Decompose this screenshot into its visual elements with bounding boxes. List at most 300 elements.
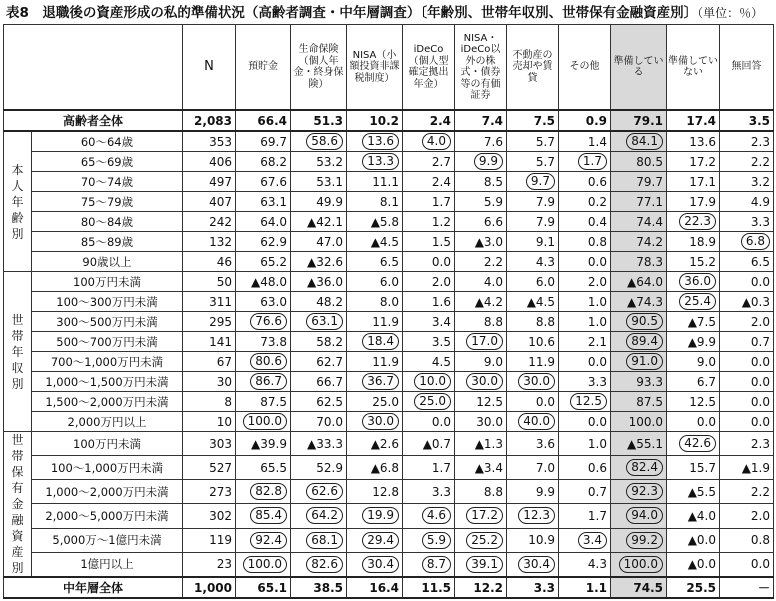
circled-value: 17.2 xyxy=(466,507,503,524)
header-other: その他 xyxy=(559,25,611,111)
circled-value: 100.0 xyxy=(243,556,287,573)
value-cell xyxy=(455,372,507,392)
circled-value: 76.6 xyxy=(250,313,287,330)
value-cell: ▲4.0 xyxy=(667,504,720,528)
value-cell: 52.9 xyxy=(291,456,347,480)
value-cell: 0.0 xyxy=(720,392,774,412)
table-title xyxy=(6,3,772,23)
value-cell: 5.7 xyxy=(507,152,559,172)
value-cell: 47.0 xyxy=(291,232,347,252)
value-cell: 0.4 xyxy=(559,212,611,232)
value-cell: 1.7 xyxy=(403,192,455,212)
value-cell: 66.7 xyxy=(291,372,347,392)
circled-value: 92.4 xyxy=(250,532,287,549)
circled-value: 10.0 xyxy=(414,373,451,390)
value-cell: 0.6 xyxy=(559,456,611,480)
value-cell: 65.1 xyxy=(236,577,291,598)
value-cell: 48.2 xyxy=(291,292,347,312)
value-cell: 302 xyxy=(183,504,236,528)
value-cell xyxy=(720,232,774,252)
value-cell: 70.0 xyxy=(291,412,347,432)
value-cell: 1.0 xyxy=(559,292,611,312)
value-cell: 2,083 xyxy=(183,110,236,131)
circled-value: 36.7 xyxy=(362,373,399,390)
value-cell: 4.3 xyxy=(559,552,611,577)
value-cell: 2.2 xyxy=(720,480,774,504)
value-cell: 1.1 xyxy=(559,577,611,598)
row-label: 2,000万円以上 xyxy=(32,412,183,432)
table-row xyxy=(4,272,774,292)
value-cell xyxy=(455,504,507,528)
value-cell xyxy=(403,552,455,577)
value-cell: 3.5 xyxy=(720,110,774,131)
value-cell xyxy=(291,480,347,504)
value-cell: 311 xyxy=(183,292,236,312)
circled-value: 17.0 xyxy=(466,333,503,350)
value-cell: 0.0 xyxy=(559,412,611,432)
row-label: 60～64歳 xyxy=(32,131,183,152)
table-row xyxy=(4,212,774,232)
value-cell xyxy=(347,332,403,352)
table-row xyxy=(4,192,774,212)
circled-value: 29.4 xyxy=(362,532,399,549)
value-cell: 242 xyxy=(183,212,236,232)
value-cell: 12.8 xyxy=(347,480,403,504)
value-cell: 51.3 xyxy=(291,110,347,131)
value-cell: 38.5 xyxy=(291,577,347,598)
value-cell: 62.9 xyxy=(236,232,291,252)
value-cell: 2.0 xyxy=(559,272,611,292)
circled-value: 13.6 xyxy=(362,133,399,150)
circled-value: 8.7 xyxy=(422,556,451,573)
circled-value: 82.6 xyxy=(306,556,343,573)
value-cell xyxy=(236,412,291,432)
header-real-estate: 不動産の売却や賃貸 xyxy=(507,25,559,111)
table-row xyxy=(4,372,774,392)
value-cell: 0.0 xyxy=(667,412,720,432)
value-cell: 406 xyxy=(183,152,236,172)
value-cell: 3.3 xyxy=(720,212,774,232)
circled-value: 82.4 xyxy=(626,459,663,476)
value-cell: ▲2.6 xyxy=(347,432,403,456)
circled-value: 91.0 xyxy=(626,353,663,370)
value-cell: 11.9 xyxy=(347,312,403,332)
value-cell: 9.0 xyxy=(455,352,507,372)
value-cell: 2.3 xyxy=(720,432,774,456)
value-cell: 11.5 xyxy=(403,577,455,598)
value-cell xyxy=(611,131,667,152)
value-cell: 6.6 xyxy=(455,212,507,232)
value-cell: 53.1 xyxy=(291,172,347,192)
unit-text: （単位：％） xyxy=(697,6,764,20)
value-cell: 74.5 xyxy=(611,577,667,598)
value-cell xyxy=(236,480,291,504)
row-label: 1億円以上 xyxy=(32,552,183,577)
value-cell: 10.2 xyxy=(347,110,403,131)
value-cell xyxy=(559,392,611,412)
value-cell: 9.1 xyxy=(507,232,559,252)
value-cell xyxy=(559,152,611,172)
value-cell: 0.6 xyxy=(559,172,611,192)
table-row xyxy=(4,332,774,352)
value-cell: 4.5 xyxy=(403,352,455,372)
value-cell xyxy=(236,312,291,332)
value-cell: 8.0 xyxy=(347,292,403,312)
circled-value: 85.4 xyxy=(250,507,287,524)
table-row xyxy=(4,456,774,480)
value-cell: ▲55.1 xyxy=(611,432,667,456)
circled-value: 90.5 xyxy=(626,313,663,330)
row-label: 65～69歳 xyxy=(32,152,183,172)
value-cell xyxy=(347,412,403,432)
circled-value: 1.7 xyxy=(578,153,607,170)
value-cell: 3.3 xyxy=(403,480,455,504)
value-cell: ▲36.0 xyxy=(291,272,347,292)
circled-value: 86.7 xyxy=(250,373,287,390)
value-cell: 3.3 xyxy=(559,372,611,392)
value-cell xyxy=(455,528,507,552)
circled-value: 39.1 xyxy=(466,556,503,573)
circled-value: 4.6 xyxy=(422,507,451,524)
row-label: 700～1,000万円未満 xyxy=(32,352,183,372)
value-cell: 0.2 xyxy=(559,192,611,212)
header-no-answer: 無回答 xyxy=(720,25,774,111)
value-cell xyxy=(403,392,455,412)
value-cell: 64.0 xyxy=(236,212,291,232)
value-cell: 46 xyxy=(183,252,236,272)
value-cell: 8.8 xyxy=(455,480,507,504)
circled-value: 80.6 xyxy=(250,353,287,370)
circled-value: 30.4 xyxy=(518,556,555,573)
table-row xyxy=(4,312,774,332)
value-cell: 18.9 xyxy=(667,232,720,252)
value-cell: 12.2 xyxy=(455,577,507,598)
circled-value: 22.3 xyxy=(679,213,716,230)
value-cell: 7.9 xyxy=(507,192,559,212)
value-cell: 30 xyxy=(183,372,236,392)
value-cell: ▲4.2 xyxy=(455,292,507,312)
circled-value: 25.2 xyxy=(466,532,503,549)
value-cell: 5.7 xyxy=(507,131,559,152)
value-cell: 407 xyxy=(183,192,236,212)
value-cell: 1.0 xyxy=(559,312,611,332)
circled-value: 63.1 xyxy=(306,313,343,330)
circled-value: 40.0 xyxy=(518,413,555,430)
value-cell: 0.0 xyxy=(720,552,774,577)
value-cell: 2.2 xyxy=(720,152,774,172)
value-cell xyxy=(347,504,403,528)
value-cell: 12.5 xyxy=(667,392,720,412)
value-cell: 119 xyxy=(183,528,236,552)
value-cell: 0.7 xyxy=(559,480,611,504)
group-label-age: 本 人 年 齢 別 xyxy=(4,131,32,272)
value-cell: 0.0 xyxy=(403,412,455,432)
value-cell xyxy=(611,352,667,372)
value-cell: 53.2 xyxy=(291,152,347,172)
value-cell: ▲3.0 xyxy=(455,232,507,252)
value-cell: 0.8 xyxy=(559,232,611,252)
circled-value: 30.0 xyxy=(518,373,555,390)
circled-value: 30.4 xyxy=(362,556,399,573)
value-cell: ▲4.5 xyxy=(347,232,403,252)
value-cell: 8.8 xyxy=(507,312,559,332)
value-cell: 25.0 xyxy=(347,392,403,412)
value-cell: 7.6 xyxy=(455,131,507,152)
value-cell: 1.4 xyxy=(559,131,611,152)
row-label: 100万円未満 xyxy=(32,272,183,292)
table-row xyxy=(4,504,774,528)
value-cell: 69.7 xyxy=(236,131,291,152)
value-cell: 2.3 xyxy=(720,131,774,152)
table-row xyxy=(4,392,774,412)
value-cell: 12.5 xyxy=(455,392,507,412)
value-cell: ▲33.3 xyxy=(291,432,347,456)
value-cell: 17.1 xyxy=(667,172,720,192)
value-cell: 93.3 xyxy=(611,372,667,392)
value-cell: 1.5 xyxy=(403,232,455,252)
value-cell xyxy=(347,528,403,552)
value-cell xyxy=(291,131,347,152)
value-cell: 3.5 xyxy=(403,332,455,352)
table-row xyxy=(4,528,774,552)
value-cell: ▲1.3 xyxy=(455,432,507,456)
value-cell xyxy=(403,131,455,152)
value-cell xyxy=(347,372,403,392)
value-cell: 25.5 xyxy=(667,577,720,598)
table-row xyxy=(4,110,774,131)
value-cell: 2.2 xyxy=(455,252,507,272)
table-row xyxy=(4,152,774,172)
value-cell xyxy=(236,352,291,372)
value-cell xyxy=(455,552,507,577)
value-cell: 527 xyxy=(183,456,236,480)
value-cell: 1.7 xyxy=(403,456,455,480)
table-row xyxy=(4,252,774,272)
value-cell: 11.9 xyxy=(347,352,403,372)
value-cell xyxy=(667,272,720,292)
row-label: 1,000～2,000万円未満 xyxy=(32,480,183,504)
value-cell: 68.2 xyxy=(236,152,291,172)
circled-value: 18.4 xyxy=(362,333,399,350)
value-cell xyxy=(611,504,667,528)
row-label: 70～74歳 xyxy=(32,172,183,192)
value-cell: 0.0 xyxy=(507,392,559,412)
value-cell: 2.0 xyxy=(720,312,774,332)
value-cell: 2.7 xyxy=(403,152,455,172)
value-cell xyxy=(667,432,720,456)
circled-value: 100.0 xyxy=(619,556,663,573)
circled-value: 94.0 xyxy=(626,507,663,524)
value-cell xyxy=(507,372,559,392)
value-cell xyxy=(667,212,720,232)
value-cell: 3.3 xyxy=(507,577,559,598)
header-ideco: iDeCo（個人型確定拠出年金） xyxy=(403,25,455,111)
value-cell: ▲7.5 xyxy=(667,312,720,332)
table-row xyxy=(4,131,774,152)
value-cell: 23 xyxy=(183,552,236,577)
value-cell xyxy=(236,372,291,392)
value-cell: 1.6 xyxy=(403,292,455,312)
value-cell: 78.3 xyxy=(611,252,667,272)
value-cell: 17.4 xyxy=(667,110,720,131)
value-cell xyxy=(611,312,667,332)
value-cell: 0.0 xyxy=(720,352,774,372)
value-cell: 62.5 xyxy=(291,392,347,412)
value-cell: 87.5 xyxy=(236,392,291,412)
value-cell: 1.0 xyxy=(559,432,611,456)
value-cell: 8.5 xyxy=(455,172,507,192)
value-cell: 1.2 xyxy=(403,212,455,232)
circled-value: 12.5 xyxy=(570,393,607,410)
value-cell xyxy=(403,372,455,392)
value-cell: 5.9 xyxy=(455,192,507,212)
value-cell xyxy=(455,332,507,352)
value-cell: 10 xyxy=(183,412,236,432)
value-cell xyxy=(291,552,347,577)
value-cell: ▲74.3 xyxy=(611,292,667,312)
header-row xyxy=(4,25,774,111)
value-cell: ▲5.8 xyxy=(347,212,403,232)
table-row xyxy=(4,172,774,192)
value-cell: 79.7 xyxy=(611,172,667,192)
value-cell: 80.5 xyxy=(611,152,667,172)
value-cell: ▲42.1 xyxy=(291,212,347,232)
value-cell: ▲1.9 xyxy=(720,456,774,480)
value-cell: 2.0 xyxy=(403,272,455,292)
circled-value: 9.7 xyxy=(526,173,555,190)
value-cell: 273 xyxy=(183,480,236,504)
value-cell: 2.1 xyxy=(559,332,611,352)
value-cell: 3.6 xyxy=(507,432,559,456)
circled-value: 6.8 xyxy=(741,233,770,250)
value-cell: ▲32.6 xyxy=(291,252,347,272)
header-securities: NISA・iDeCo以外の株式・債券等の有価証券 xyxy=(455,25,507,111)
table-row xyxy=(4,232,774,252)
value-cell: ▲0.0 xyxy=(667,528,720,552)
value-cell xyxy=(507,504,559,528)
table-row xyxy=(4,480,774,504)
value-cell: 2.0 xyxy=(720,504,774,528)
header-prepared: 準備している xyxy=(611,25,667,111)
value-cell xyxy=(611,480,667,504)
value-cell: 10.9 xyxy=(507,528,559,552)
circled-value: 62.6 xyxy=(306,483,343,500)
value-cell: 73.8 xyxy=(236,332,291,352)
header-nisa: NISA（小額投資非課税制度） xyxy=(347,25,403,111)
value-cell: 15.2 xyxy=(667,252,720,272)
row-label: 1,000～1,500万円未満 xyxy=(32,372,183,392)
value-cell: ▲3.4 xyxy=(455,456,507,480)
value-cell: 8 xyxy=(183,392,236,412)
value-cell xyxy=(236,528,291,552)
circled-value: 3.4 xyxy=(578,532,607,549)
circled-value: 5.9 xyxy=(422,532,451,549)
title-text: 表8 退職後の資産形成の私的準備状況（高齢者調査・中年層調査）〔年齢別、世帯年収別、世帯保有金融資産別〕 xyxy=(6,5,698,21)
value-cell: 63.1 xyxy=(236,192,291,212)
value-cell: 87.5 xyxy=(611,392,667,412)
circled-value: 64.2 xyxy=(306,507,343,524)
value-cell: 0.0 xyxy=(559,252,611,272)
value-cell: 0.0 xyxy=(559,352,611,372)
value-cell: 353 xyxy=(183,131,236,152)
row-label: 500～700万円未満 xyxy=(32,332,183,352)
value-cell xyxy=(507,552,559,577)
value-cell: 7.5 xyxy=(507,110,559,131)
row-label: 100～1,000万円未満 xyxy=(32,456,183,480)
circled-value: 100.0 xyxy=(243,413,287,430)
value-cell: 16.4 xyxy=(347,577,403,598)
value-cell: 58.2 xyxy=(291,332,347,352)
asset-preparation-table xyxy=(3,24,774,599)
value-cell: 65.2 xyxy=(236,252,291,272)
circled-value: 25.0 xyxy=(414,393,451,410)
circled-value: 82.8 xyxy=(250,483,287,500)
table-row xyxy=(4,577,774,598)
value-cell: 6.0 xyxy=(507,272,559,292)
value-cell: 6.7 xyxy=(667,372,720,392)
circled-value: 30.0 xyxy=(466,373,503,390)
row-label: 85～89歳 xyxy=(32,232,183,252)
value-cell: 303 xyxy=(183,432,236,456)
value-cell: 9.0 xyxy=(667,352,720,372)
row-label: 80～84歳 xyxy=(32,212,183,232)
value-cell xyxy=(611,332,667,352)
circled-value: 25.4 xyxy=(679,293,716,310)
value-cell: 0.8 xyxy=(720,528,774,552)
value-cell: 66.4 xyxy=(236,110,291,131)
value-cell xyxy=(236,552,291,577)
value-cell: 8.1 xyxy=(347,192,403,212)
value-cell: 17.9 xyxy=(667,192,720,212)
circled-value: 84.1 xyxy=(626,133,663,150)
value-cell: 0.0 xyxy=(720,412,774,432)
value-cell: 15.7 xyxy=(667,456,720,480)
table-row xyxy=(4,412,774,432)
group-label-assets: 世 帯 保 有 金 融 資 産 別 xyxy=(4,432,32,578)
value-cell xyxy=(507,412,559,432)
header-life-insurance: 生命保険（個人年金・終身保険） xyxy=(291,25,347,111)
row-label: 高齢者全体 xyxy=(4,110,183,131)
row-label: 1,500～2,000万円未満 xyxy=(32,392,183,412)
value-cell xyxy=(236,504,291,528)
group-label-income: 世 帯 年 収 別 xyxy=(4,272,32,432)
value-cell: 17.2 xyxy=(667,152,720,172)
value-cell: 1.7 xyxy=(559,504,611,528)
value-cell: 141 xyxy=(183,332,236,352)
value-cell: 1,000 xyxy=(183,577,236,598)
value-cell: 6.5 xyxy=(347,252,403,272)
value-cell: ▲5.5 xyxy=(667,480,720,504)
value-cell: 0.9 xyxy=(559,110,611,131)
value-cell xyxy=(291,312,347,332)
value-cell: ▲48.0 xyxy=(236,272,291,292)
value-cell: ▲9.9 xyxy=(667,332,720,352)
circled-value: 89.4 xyxy=(626,333,663,350)
value-cell: ▲64.0 xyxy=(611,272,667,292)
value-cell: 497 xyxy=(183,172,236,192)
value-cell: ▲0.0 xyxy=(667,552,720,577)
circled-value: 58.6 xyxy=(306,133,343,150)
value-cell: 13.6 xyxy=(667,131,720,152)
value-cell: － xyxy=(720,577,774,598)
table-row xyxy=(4,352,774,372)
row-label: 2,000～5,000万円未満 xyxy=(32,504,183,528)
value-cell: 6.5 xyxy=(720,252,774,272)
value-cell: 9.9 xyxy=(507,480,559,504)
value-cell: 11.1 xyxy=(347,172,403,192)
value-cell xyxy=(667,292,720,312)
value-cell: ▲39.9 xyxy=(236,432,291,456)
